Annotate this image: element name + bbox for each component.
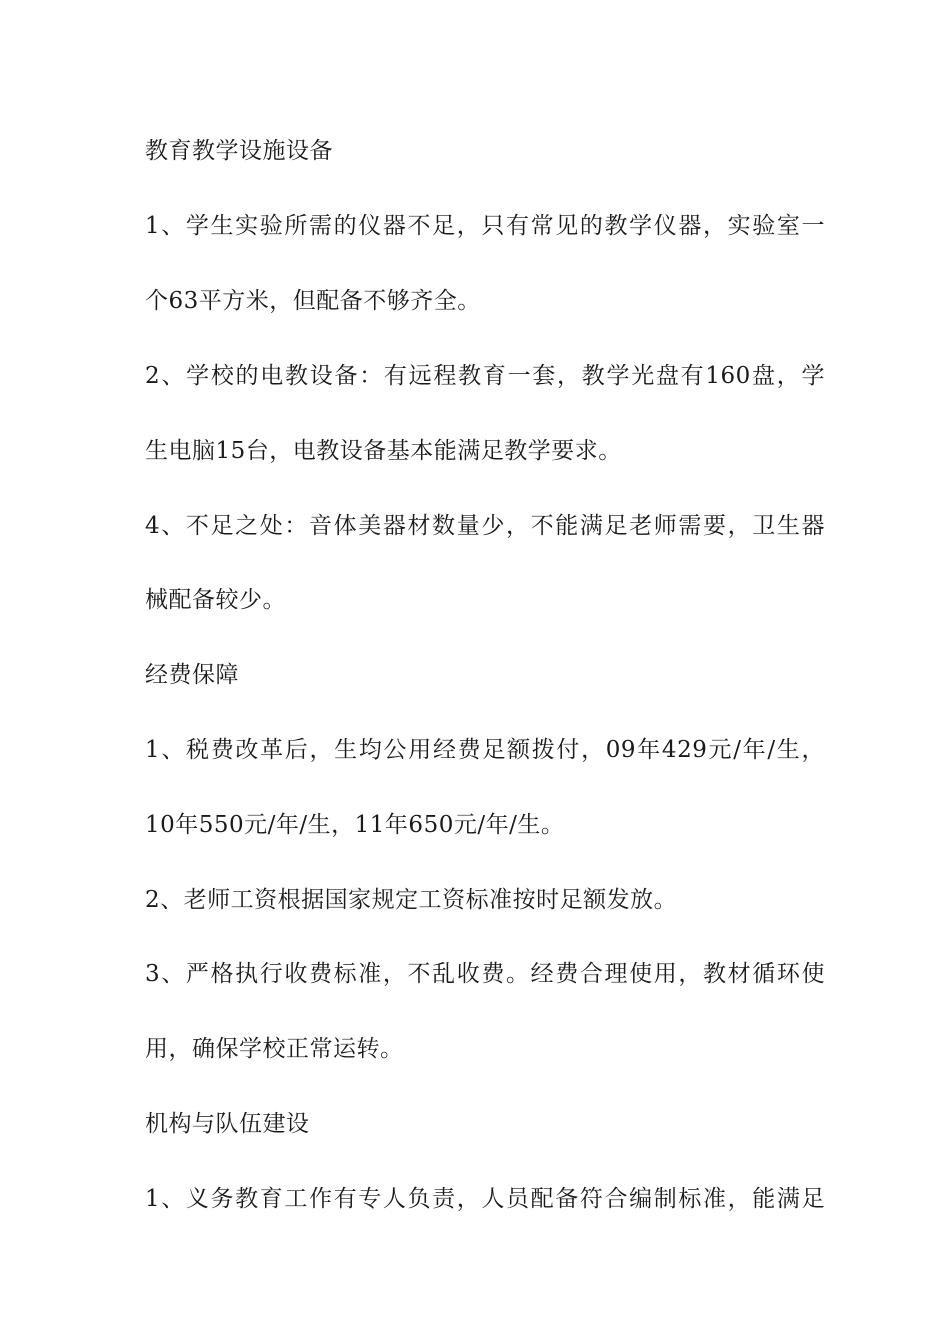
- paragraph-line: 1、义务教育工作有专人负责，人员配备符合编制标准，能满足: [145, 1186, 825, 1212]
- paragraph-line: 2、老师工资根据国家规定工资标准按时足额发放。: [145, 887, 678, 913]
- paragraph-line: 械配备较少。: [145, 587, 286, 613]
- section-heading-organization: 机构与队伍建设: [145, 1111, 310, 1137]
- paragraph-line: 2、学校的电教设备：有远程教育一套，教学光盘有160盘，学: [145, 363, 825, 389]
- paragraph-line: 4、不足之处：音体美器材数量少，不能满足老师需要，卫生器: [145, 513, 825, 539]
- paragraph-line: 个63平方米，但配备不够齐全。: [145, 288, 481, 314]
- paragraph-line: 10年550元/年/生，11年650元/年/生。: [145, 812, 565, 838]
- paragraph-line: 3、严格执行收费标准，不乱收费。经费合理使用，教材循环使: [145, 961, 825, 987]
- section-heading-funding: 经费保障: [145, 662, 239, 688]
- section-heading-facilities: 教育教学设施设备: [145, 138, 333, 164]
- paragraph-line: 用，确保学校正常运转。: [145, 1036, 404, 1062]
- paragraph-line: 1、税费改革后，生均公用经费足额拨付，09年429元/年/生，: [145, 737, 825, 763]
- paragraph-line: 1、学生实验所需的仪器不足，只有常见的教学仪器，实验室一: [145, 213, 825, 239]
- paragraph-line: 生电脑15台，电教设备基本能满足教学要求。: [145, 438, 622, 464]
